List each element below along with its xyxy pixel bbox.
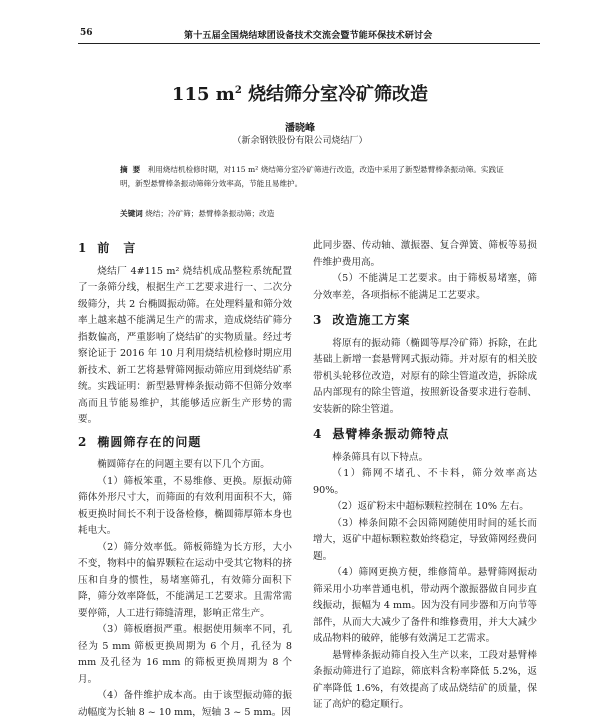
paragraph: 椭圆筛存在的问题主要有以下几个方面。	[97, 459, 270, 470]
paragraph: （3）筛板磨损严重。根据使用频率不同，孔径为 5 mm 筛板更换周期为 6 个月，孔径为 8 mm 及孔径为 16 mm 的筛板更换周期为 8 个月。	[78, 624, 292, 685]
title-superscript: 2	[234, 85, 242, 96]
header-rule	[78, 43, 540, 44]
section-heading: 2 椭圆筛存在的问题	[78, 434, 202, 449]
section-heading: 4 悬臂棒条振动筛特点	[313, 427, 450, 441]
abstract-label: 摘要	[120, 165, 146, 174]
paragraph: 烧结厂 4#115 m² 烧结机成品整粒系统配置了一条筛分线，根据生产工艺要求进行一、二次分级筛分，共 2 台椭圆振动筛。在处理料量和筛分效率上越来越不能满足生产的需求，造成烧结矿筛分指数偏高，严重影响了烧结矿的实物质量。经过考察论证于 2016 年 10 月利用烧结机检修时期应用新技术、新工艺将悬臂筛网振动筛应用到烧结矿系统。实践证明：新型悬臂棒条振动筛不但筛分效率高而且节能易维护，其能够适应新生产形势的需要。	[78, 265, 292, 425]
paragraph: （3）棒条间隙不会因筛网随使用时间的延长而增大，返矿中超标颗粒数始终稳定，导致筛网经费问题。	[313, 517, 537, 562]
running-head: 第十五届全国烧结球团设备技术交流会暨节能环保技术研讨会	[184, 31, 433, 41]
paragraph: 此同步器、传动轴、激振器、复合弹簧、筛板等易损件维护费用高。	[313, 240, 537, 268]
page-number: 56	[80, 28, 93, 38]
left-column	[78, 238, 292, 721]
title-main: 烧结筛分室冷矿筛改造	[248, 84, 429, 105]
keywords	[120, 208, 504, 219]
paragraph: （2）返矿粉末中超标颗粒控制在 10% 左右。	[332, 501, 529, 512]
section-heading: 3 改造施工方案	[313, 313, 411, 327]
paragraph: （1）筛板笨重，不易维修、更换。原振动筛筛体外形尺寸大，而筛面的有效利用面积不大，筛板更换时间长不利于设备检修，椭圆筛厚筛本身也耗电大。	[78, 475, 292, 536]
paragraph: 将原有的振动筛（椭圆等厚冷矿筛）拆除，在此基础上新增一套悬臂网式振动筛。并对原有的相关胶带机头轮移位改造，对原有的除尘管道改造，拆除成品内部现有的除尘管道，按照新设备要求进行卷制、安装新的除尘管道。	[313, 337, 537, 415]
section-heading: 1 前 言	[78, 241, 137, 255]
affiliation: （新余钢铁股份有限公司烧结厂）	[232, 136, 368, 146]
paragraph: 棒条筛具有以下特点。	[332, 451, 429, 463]
paragraph: 悬臂棒条振动筛自投入生产以来，工段对悬臂棒条振动筛进行了追踪，筛底料含粉率降低 5.2%，返矿率降低 1.6%，有效提高了成品烧结矿的质量，保证了高炉的稳定顺行。	[313, 649, 537, 710]
right-column	[313, 238, 537, 714]
keywords-text: 烧结；冷矿筛；悬臂棒条振动筛；改造	[145, 209, 275, 218]
abstract-text: 利用烧结机检修时期，对115 m² 烧结筛分室冷矿筛进行改造，改造中采用了新型悬臂棒条振动筛。实践证明，新型悬臂棒条振动筛筛分效率高，节能且易维护。	[120, 165, 504, 188]
paper-title	[0, 80, 600, 106]
paragraph: （4）备件维护成本高。由于该型振动筛的振动幅度为长轴 8 ~ 10 mm，短轴 3 ~ 5 mm。因	[78, 690, 292, 718]
paragraph: （1）筛网不堵孔、不卡料，筛分效率高达 90%。	[313, 468, 537, 496]
paragraph: （4）筛网更换方便，维修简单。悬臂筛网振动筛采用小功率普通电机，带动两个激振器做自同步直线振动，振幅为 4 mm。因为没有同步器和万向节等部件，从而大大减少了备件和维修费用，并大大减少成品物料的破碎，能够有效满足工艺需求。	[313, 567, 537, 644]
keywords-label: 关键词	[120, 209, 143, 218]
paragraph: （5）不能满足工艺要求。由于筛板易堵塞，筛分效率差，各项指标不能满足工艺要求。	[313, 273, 537, 301]
abstract	[120, 163, 504, 191]
paragraph: （2）筛分效率低。筛板筛缝为长方形，大小不变，物料中的偏界颗粒在运动中受其它物料的挤压和自身的惯性，易堵塞筛孔，有效筛分面积下降，筛分效率降低，不能满足工艺要求。且需常需要停筛，人工进行筛缝清理，影响正常生产。	[78, 541, 292, 619]
author: 潘晓峰	[285, 123, 315, 134]
title-prefix: 115 m	[171, 84, 235, 105]
